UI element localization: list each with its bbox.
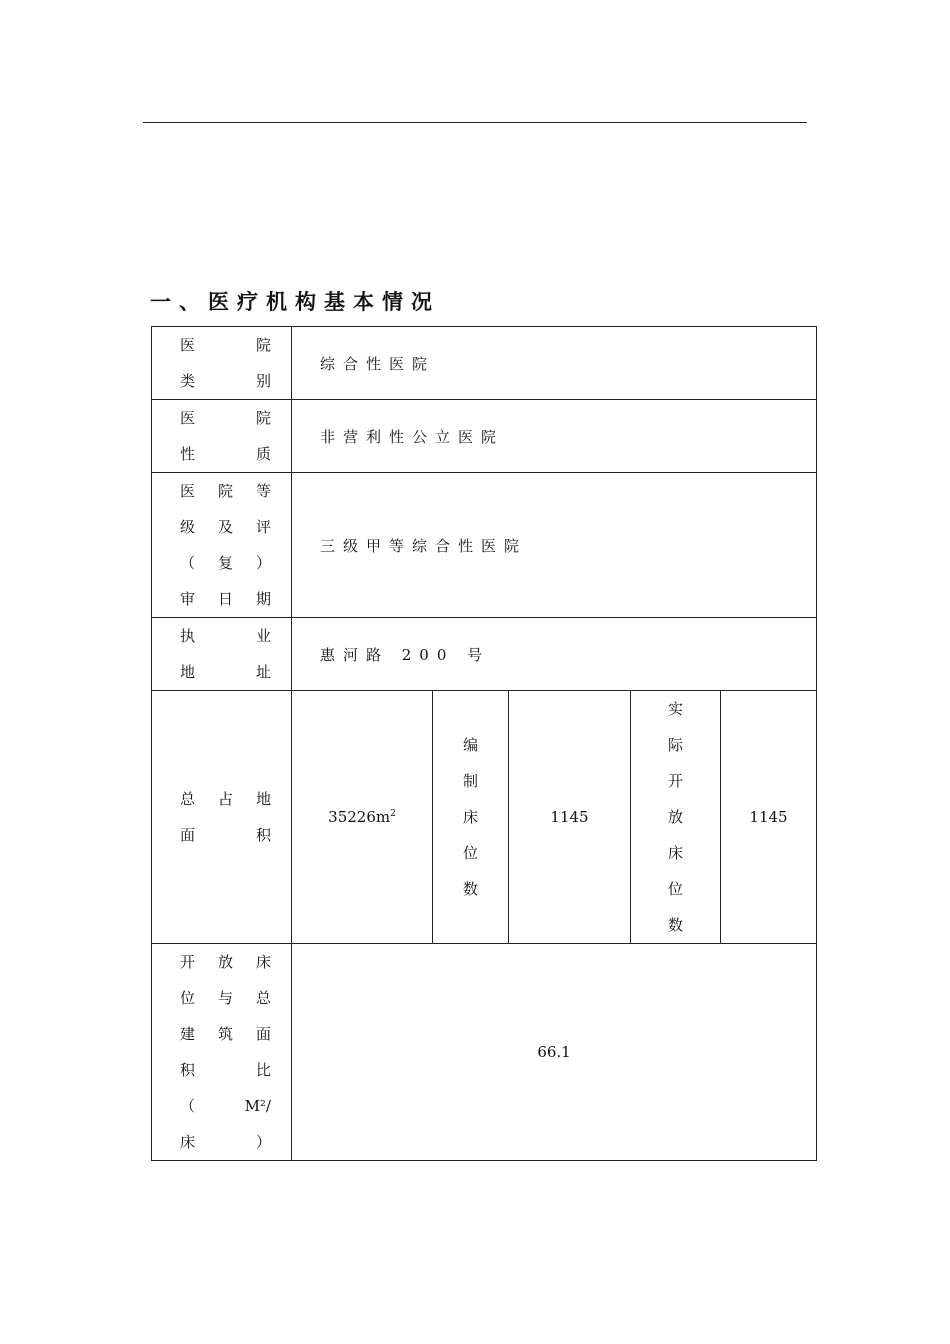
- label-address: [152, 618, 292, 691]
- label-char: M²/: [244, 1097, 271, 1115]
- label-line: [180, 363, 271, 399]
- vertical-char: 数: [667, 916, 683, 934]
- value-ratio: 66.1: [292, 944, 817, 1161]
- label-char: 院: [255, 336, 271, 354]
- label-line: [180, 509, 271, 545]
- vertical-char: 编: [462, 736, 478, 754]
- value-planned-beds: 1145: [509, 691, 631, 944]
- label-char: 审: [180, 590, 196, 608]
- label-char: 总: [255, 989, 271, 1007]
- label-char: 地: [255, 790, 271, 808]
- label-planned-beds: [433, 691, 509, 944]
- row-ratio: [152, 944, 817, 1161]
- label-line: [180, 781, 271, 817]
- label-char: 质: [255, 445, 271, 463]
- label-char: 积: [255, 826, 271, 844]
- label-ratio: [152, 944, 292, 1161]
- label-char: 医: [180, 409, 196, 427]
- label-line: [180, 436, 271, 472]
- vertical-char: 际: [667, 736, 683, 754]
- label-line: [180, 980, 271, 1016]
- label-char: 占: [217, 790, 233, 808]
- row-area: [152, 691, 817, 944]
- value-grade: 三级甲等综合性医院: [292, 473, 817, 618]
- label-char: 及: [217, 518, 233, 536]
- row-nature: [152, 400, 817, 473]
- label-line: [180, 400, 271, 436]
- label-open-beds: [631, 691, 721, 944]
- label-char: 性: [180, 445, 196, 463]
- vertical-char: 床: [462, 808, 478, 826]
- label-char: 院: [217, 482, 233, 500]
- label-char: 筑: [217, 1025, 233, 1043]
- label-char: 面: [255, 1025, 271, 1043]
- label-char: （: [180, 1097, 196, 1115]
- label-char: 别: [255, 372, 271, 390]
- label-char: 床: [180, 1133, 196, 1151]
- row-grade: [152, 473, 817, 618]
- label-line: [180, 473, 271, 509]
- vertical-char: 开: [667, 772, 683, 790]
- label-line: [180, 1088, 271, 1124]
- label-line: [180, 545, 271, 581]
- label-char: 类: [180, 372, 196, 390]
- label-char: 复: [217, 554, 233, 572]
- label-char: 位: [180, 989, 196, 1007]
- vertical-char: 放: [667, 808, 683, 826]
- vertical-char: 位: [462, 844, 478, 862]
- label-line: [180, 327, 271, 363]
- label-char: ）: [255, 554, 271, 572]
- value-address: 惠河路 200 号: [292, 618, 817, 691]
- row-category: [152, 327, 817, 400]
- section-title: 一、医疗机构基本情况: [150, 290, 440, 314]
- label-char: 与: [217, 989, 233, 1007]
- label-char: 总: [180, 790, 196, 808]
- label-char: 床: [255, 953, 271, 971]
- label-char: 日: [217, 590, 233, 608]
- label-char: 院: [255, 409, 271, 427]
- label-char: 比: [255, 1061, 271, 1079]
- label-line: [180, 581, 271, 617]
- label-grade: [152, 473, 292, 618]
- label-char: 期: [255, 590, 271, 608]
- hospital-info-table: [151, 326, 817, 1161]
- label-char: 评: [255, 518, 271, 536]
- row-address: [152, 618, 817, 691]
- value-area: $35226m^2$: [292, 691, 433, 944]
- label-char: 等: [255, 482, 271, 500]
- label-char: 地: [180, 663, 196, 681]
- label-line: [180, 1016, 271, 1052]
- label-category: [152, 327, 292, 400]
- label-char: 级: [180, 518, 196, 536]
- label-char: （: [180, 554, 196, 572]
- label-area: [152, 691, 292, 944]
- label-char: ）: [255, 1133, 271, 1151]
- label-char: 放: [217, 953, 233, 971]
- label-char: 执: [180, 627, 196, 645]
- label-char: 面: [180, 826, 196, 844]
- value-nature: 非营利性公立医院: [292, 400, 817, 473]
- label-line: [180, 1124, 271, 1160]
- label-line: [180, 618, 271, 654]
- label-char: 医: [180, 336, 196, 354]
- vertical-char: 制: [462, 772, 478, 790]
- label-char: 址: [255, 663, 271, 681]
- label-nature: [152, 400, 292, 473]
- label-char: 医: [180, 482, 196, 500]
- label-line: [180, 1052, 271, 1088]
- label-char: 开: [180, 953, 196, 971]
- value-open-beds: 1145: [721, 691, 817, 944]
- label-char: 建: [180, 1025, 196, 1043]
- label-line: [180, 944, 271, 980]
- vertical-char: 实: [667, 700, 683, 718]
- label-char: 积: [180, 1061, 196, 1079]
- header-rule: [143, 122, 807, 123]
- label-line: [180, 817, 271, 853]
- vertical-char: 位: [667, 880, 683, 898]
- label-line: [180, 654, 271, 690]
- vertical-char: 床: [667, 844, 683, 862]
- label-char: 业: [255, 627, 271, 645]
- vertical-char: 数: [462, 880, 478, 898]
- value-category: 综合性医院: [292, 327, 817, 400]
